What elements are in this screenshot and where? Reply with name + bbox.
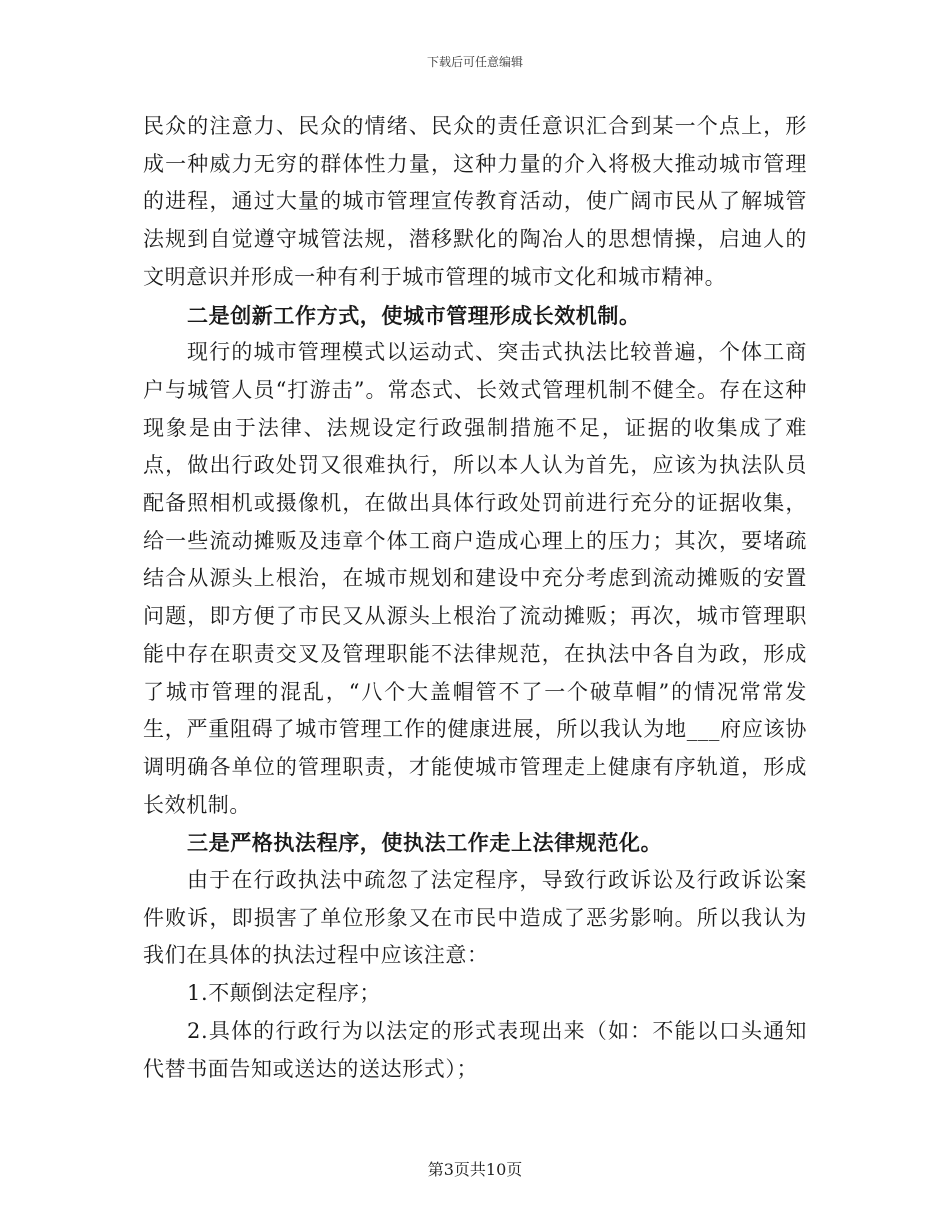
paragraph-2: 现行的城市管理模式以运动式、突击式执法比较普遍，个体工商户与城管人员“打游击”。常态式、长效式管理机制不健全。存在这种现象是由于法律、法规设定行政强制措施不足，证据的收集成了难点，做出行政处罚又很难执行，所以本人认为首先，应该为执法队员配备照相机或摄像机，在做出具体行政处罚前进行充分的证据收集，给一些流动摊贩及违章个体工商户造成心理上的压力；其次，要堵疏结合从源头上根治，在城市规划和建设中充分考虑到流动摊贩的安置问题，即方便了市民又从源头上根治了流动摊贩；再次，城市管理职能中存在职责交叉及管理职能不法律规范，在执法中各自为政，形成了城市管理的混乱，“八个大盖帽管不了一个破草帽”的情况常常发生，严重阻碍了城市管理工作的健康进展，所以我认为地___府应该协调明确各单位的管理职责，才能使城市管理走上健康有序轨道，形成长效机制。 [143, 340, 807, 817]
list-item-2: 2.具体的行政行为以法定的形式表现出来（如：不能以口头通知代替书面告知或送达的送达形式）； [143, 1018, 807, 1081]
document-body [143, 108, 807, 1088]
section-heading-3: 三是严格执法程序，使执法工作走上法律规范化。 [187, 830, 663, 856]
paragraph-1: 民众的注意力、民众的情绪、民众的责任意识汇合到某一个点上，形成一种威力无穷的群体性力量，这种力量的介入将极大推动城市管理的进程，通过大量的城市管理宣传教育活动，使广阔市民从了解城管法规到自觉遵守城管法规，潜移默化的陶冶人的思想情操，启迪人的文明意识并形成一种有利于城市管理的城市文化和城市精神。 [143, 114, 807, 289]
section-heading-2: 二是创新工作方式，使城市管理形成长效机制。 [187, 302, 641, 328]
header-note: 下载后可任意编辑 [426, 55, 523, 69]
list-item-1: 1.不颠倒法定程序； [187, 981, 382, 1006]
page-footer: 第3页共10页 [427, 1160, 523, 1179]
paragraph-3: 由于在行政执法中疏忽了法定程序，导致行政诉讼及行政诉讼案件败诉，即损害了单位形象又在市民中造成了恶劣影响。所以我认为我们在具体的执法过程中应该注意： [143, 868, 807, 968]
